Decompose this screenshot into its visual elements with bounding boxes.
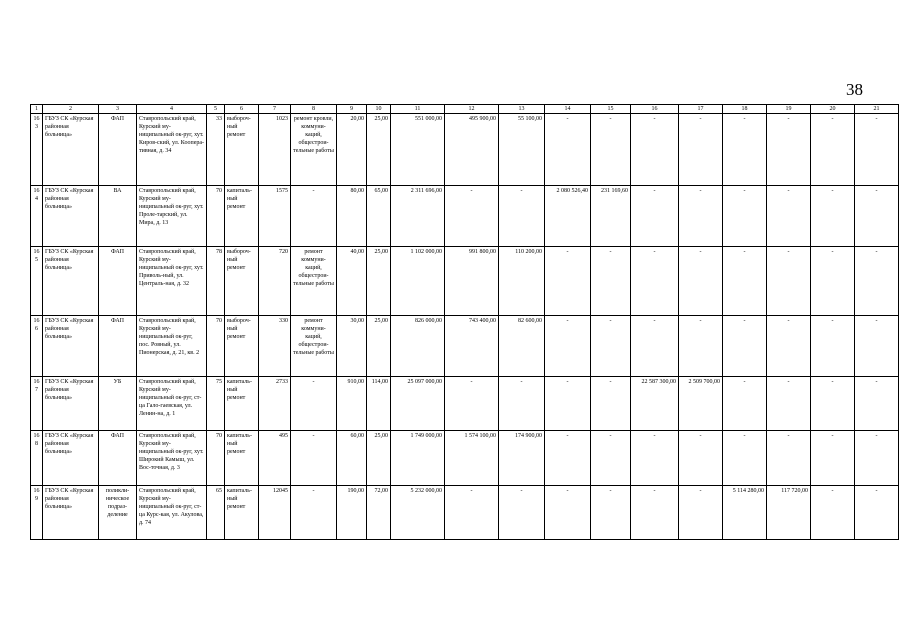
amount-cell: - xyxy=(545,114,591,186)
amount-cell: - xyxy=(767,114,811,186)
amount-cell: 231 169,60 xyxy=(591,186,631,247)
amount-cell: - xyxy=(723,431,767,486)
area-cell: 1023 xyxy=(259,114,291,186)
table-row xyxy=(31,431,899,486)
institution-cell: ГБУЗ СК «Курская районная больница» xyxy=(43,316,99,377)
area-cell: 2733 xyxy=(259,377,291,431)
facility-type-cell: поликли-ническое подраз-деление xyxy=(99,486,137,540)
table-row xyxy=(31,114,899,186)
value-cell: 60,00 xyxy=(337,431,367,486)
amount-cell: - xyxy=(545,377,591,431)
amount-cell: - xyxy=(631,431,679,486)
works-cell: ремонт коммуни-каций, общестрои-тельные работы xyxy=(291,247,337,316)
column-number-row xyxy=(31,105,899,114)
amount-cell: - xyxy=(679,247,723,316)
value-cell: 20,00 xyxy=(337,114,367,186)
amount-cell: - xyxy=(545,316,591,377)
amount-cell: - xyxy=(723,247,767,316)
amount-cell: - xyxy=(723,186,767,247)
amount-cell: - xyxy=(767,186,811,247)
wear-percent-cell: 78 xyxy=(207,247,225,316)
value-cell: 65,00 xyxy=(367,186,391,247)
row-number-cell: 166 xyxy=(31,316,43,377)
area-cell: 12045 xyxy=(259,486,291,540)
value-cell: 40,00 xyxy=(337,247,367,316)
total-cost-cell: 1 102 000,00 xyxy=(391,247,445,316)
amount-cell: 1 574 100,00 xyxy=(445,431,499,486)
address-cell: Ставропольский край, Курский му-ниципальный ок-руг, хут. Широкий Камыш, ул. Вос-точная, д. 3 xyxy=(137,431,207,486)
page-number: 38 xyxy=(846,80,863,99)
total-cost-cell: 25 097 000,00 xyxy=(391,377,445,431)
column-header: 3 xyxy=(99,105,137,114)
amount-cell: 2 509 700,00 xyxy=(679,377,723,431)
column-header: 5 xyxy=(207,105,225,114)
institution-cell: ГБУЗ СК «Курская районная больница» xyxy=(43,377,99,431)
value-cell: 25,00 xyxy=(367,316,391,377)
repair-type-cell: капиталь-ный ремонт xyxy=(225,431,259,486)
column-header: 15 xyxy=(591,105,631,114)
works-cell: - xyxy=(291,186,337,247)
value-cell: 25,00 xyxy=(367,247,391,316)
wear-percent-cell: 65 xyxy=(207,486,225,540)
column-header: 16 xyxy=(631,105,679,114)
value-cell: 30,00 xyxy=(337,316,367,377)
area-cell: 1575 xyxy=(259,186,291,247)
amount-cell: - xyxy=(855,247,899,316)
amount-cell: - xyxy=(679,186,723,247)
total-cost-cell: 1 749 000,00 xyxy=(391,431,445,486)
facility-type-cell: ФАП xyxy=(99,114,137,186)
amount-cell: - xyxy=(811,247,855,316)
table-row xyxy=(31,186,899,247)
row-number-cell: 168 xyxy=(31,431,43,486)
row-number-cell: 167 xyxy=(31,377,43,431)
repair-type-cell: капиталь-ный ремонт xyxy=(225,377,259,431)
wear-percent-cell: 75 xyxy=(207,377,225,431)
amount-cell: - xyxy=(767,247,811,316)
amount-cell: - xyxy=(767,316,811,377)
table-row xyxy=(31,486,899,540)
amount-cell: - xyxy=(723,377,767,431)
address-cell: Ставропольский край, Курский му-ниципальный ок-руг, хут. Проле-тарский, ул. Мира, д. 13 xyxy=(137,186,207,247)
table-row xyxy=(31,247,899,316)
total-cost-cell: 5 232 000,00 xyxy=(391,486,445,540)
works-cell: ремонт коммуни-каций, общестрои-тельные работы xyxy=(291,316,337,377)
repair-type-cell: выбороч-ный ремонт xyxy=(225,114,259,186)
column-header: 13 xyxy=(499,105,545,114)
table-row xyxy=(31,316,899,377)
total-cost-cell: 2 311 696,00 xyxy=(391,186,445,247)
works-cell: ремонт кровли, коммуни-каций, общестрои-тельные работы xyxy=(291,114,337,186)
amount-cell: - xyxy=(631,316,679,377)
value-cell: 190,00 xyxy=(337,486,367,540)
column-header: 1 xyxy=(31,105,43,114)
works-cell: - xyxy=(291,486,337,540)
amount-cell: - xyxy=(679,114,723,186)
column-header: 20 xyxy=(811,105,855,114)
column-header: 8 xyxy=(291,105,337,114)
column-header: 7 xyxy=(259,105,291,114)
amount-cell: - xyxy=(855,114,899,186)
row-number-cell: 165 xyxy=(31,247,43,316)
column-header: 10 xyxy=(367,105,391,114)
amount-cell: - xyxy=(631,247,679,316)
amount-cell: - xyxy=(767,377,811,431)
amount-cell: - xyxy=(591,431,631,486)
amount-cell: - xyxy=(591,486,631,540)
amount-cell: 5 114 280,00 xyxy=(723,486,767,540)
amount-cell: 22 587 300,00 xyxy=(631,377,679,431)
repair-type-cell: капиталь-ный ремонт xyxy=(225,186,259,247)
works-cell: - xyxy=(291,431,337,486)
value-cell: 72,00 xyxy=(367,486,391,540)
amount-cell: - xyxy=(855,186,899,247)
amount-cell: - xyxy=(591,114,631,186)
repair-type-cell: выбороч-ный ремонт xyxy=(225,316,259,377)
institution-cell: ГБУЗ СК «Курская районная больница» xyxy=(43,247,99,316)
address-cell: Ставропольский край, Курский му-ниципальный ок-руг, ст-ца Курс-кая, ул. Акулова, д. 74 xyxy=(137,486,207,540)
column-header: 18 xyxy=(723,105,767,114)
amount-cell: - xyxy=(499,186,545,247)
amount-cell: - xyxy=(499,377,545,431)
facility-type-cell: УБ xyxy=(99,377,137,431)
row-number-cell: 164 xyxy=(31,186,43,247)
amount-cell: - xyxy=(811,431,855,486)
amount-cell: 110 200,00 xyxy=(499,247,545,316)
wear-percent-cell: 33 xyxy=(207,114,225,186)
column-header: 21 xyxy=(855,105,899,114)
address-cell: Ставропольский край, Курский му-ниципальный ок-руг, хут. Киров-ский, ул. Коопера-тивная, д. 34 xyxy=(137,114,207,186)
amount-cell: 743 400,00 xyxy=(445,316,499,377)
amount-cell: - xyxy=(499,486,545,540)
facility-type-cell: ФАП xyxy=(99,247,137,316)
amount-cell: 2 080 526,40 xyxy=(545,186,591,247)
table-row xyxy=(31,377,899,431)
amount-cell: - xyxy=(855,316,899,377)
amount-cell: - xyxy=(855,486,899,540)
facility-type-cell: ВА xyxy=(99,186,137,247)
amount-cell: - xyxy=(723,316,767,377)
amount-cell: 117 720,00 xyxy=(767,486,811,540)
amount-cell: - xyxy=(631,486,679,540)
value-cell: 25,00 xyxy=(367,114,391,186)
wear-percent-cell: 70 xyxy=(207,431,225,486)
amount-cell: - xyxy=(631,114,679,186)
amount-cell: - xyxy=(591,247,631,316)
amount-cell: - xyxy=(545,431,591,486)
row-number-cell: 163 xyxy=(31,114,43,186)
column-header: 9 xyxy=(337,105,367,114)
institution-cell: ГБУЗ СК «Курская районная больница» xyxy=(43,114,99,186)
amount-cell: - xyxy=(811,486,855,540)
amount-cell: - xyxy=(811,316,855,377)
amount-cell: - xyxy=(811,186,855,247)
amount-cell: - xyxy=(679,431,723,486)
amount-cell: - xyxy=(767,431,811,486)
facility-type-cell: ФАП xyxy=(99,431,137,486)
area-cell: 720 xyxy=(259,247,291,316)
value-cell: 80,00 xyxy=(337,186,367,247)
column-header: 14 xyxy=(545,105,591,114)
amount-cell: - xyxy=(679,316,723,377)
value-cell: 114,00 xyxy=(367,377,391,431)
column-header: 12 xyxy=(445,105,499,114)
column-header: 11 xyxy=(391,105,445,114)
row-number-cell: 169 xyxy=(31,486,43,540)
amount-cell: - xyxy=(445,486,499,540)
repair-type-cell: капиталь-ный ремонт xyxy=(225,486,259,540)
facility-type-cell: ФАП xyxy=(99,316,137,377)
address-cell: Ставропольский край, Курский му-ниципальный ок-руг, пос. Ровный, ул. Пионерская, д. 21, кв. 2 xyxy=(137,316,207,377)
amount-cell: - xyxy=(855,431,899,486)
amount-cell: 991 800,00 xyxy=(445,247,499,316)
address-cell: Ставропольский край, Курский му-ниципальный ок-руг, хут. Приволь-ный, ул. Централь-ная, д. 32 xyxy=(137,247,207,316)
column-header: 6 xyxy=(225,105,259,114)
institution-cell: ГБУЗ СК «Курская районная больница» xyxy=(43,486,99,540)
column-header: 4 xyxy=(137,105,207,114)
amount-cell: - xyxy=(855,377,899,431)
institution-cell: ГБУЗ СК «Курская районная больница» xyxy=(43,431,99,486)
wear-percent-cell: 70 xyxy=(207,186,225,247)
amount-cell: - xyxy=(445,186,499,247)
amount-cell: 82 600,00 xyxy=(499,316,545,377)
amount-cell: - xyxy=(723,114,767,186)
amount-cell: - xyxy=(811,377,855,431)
value-cell: 910,00 xyxy=(337,377,367,431)
amount-cell: - xyxy=(545,247,591,316)
amount-cell: - xyxy=(811,114,855,186)
registry-table xyxy=(30,104,899,540)
column-header: 2 xyxy=(43,105,99,114)
institution-cell: ГБУЗ СК «Курская районная больница» xyxy=(43,186,99,247)
total-cost-cell: 826 000,00 xyxy=(391,316,445,377)
amount-cell: 495 900,00 xyxy=(445,114,499,186)
amount-cell: - xyxy=(445,377,499,431)
value-cell: 25,00 xyxy=(367,431,391,486)
amount-cell: - xyxy=(545,486,591,540)
amount-cell: - xyxy=(631,186,679,247)
column-header: 17 xyxy=(679,105,723,114)
total-cost-cell: 551 000,00 xyxy=(391,114,445,186)
address-cell: Ставропольский край, Курский му-ниципальный ок-руг, ст-ца Гало-гаевская, ул. Ленин-на, д. 1 xyxy=(137,377,207,431)
amount-cell: 174 900,00 xyxy=(499,431,545,486)
repair-type-cell: выбороч-ный ремонт xyxy=(225,247,259,316)
area-cell: 330 xyxy=(259,316,291,377)
column-header: 19 xyxy=(767,105,811,114)
amount-cell: 55 100,00 xyxy=(499,114,545,186)
amount-cell: - xyxy=(591,377,631,431)
area-cell: 495 xyxy=(259,431,291,486)
amount-cell: - xyxy=(679,486,723,540)
amount-cell: - xyxy=(591,316,631,377)
wear-percent-cell: 70 xyxy=(207,316,225,377)
works-cell: - xyxy=(291,377,337,431)
